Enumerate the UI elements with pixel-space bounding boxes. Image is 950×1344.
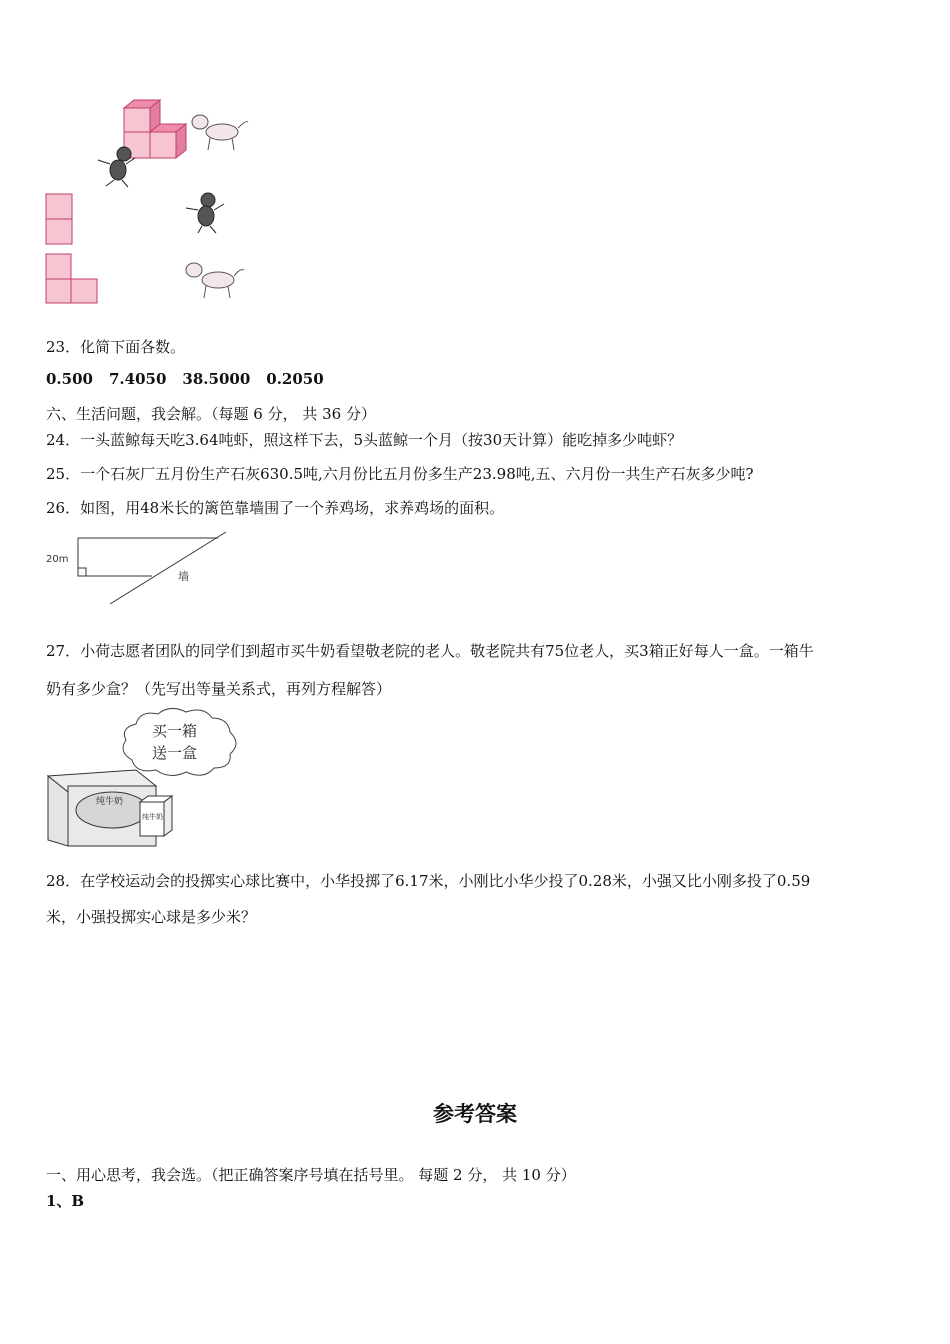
section6-heading: 六、生活问题，我会解。（每题 6 分， 共 36 分） [46,405,376,423]
wall-label: 墙 [178,570,189,583]
q25-text: 25．一个石灰厂五月份生产石灰630.5吨,六月份比五月份多生产23.98吨,五、六月份一共生产石灰多少吨? [46,465,754,483]
monkey-icon-2 [186,193,224,233]
q28-line1: 28．在学校运动会的投掷实心球比赛中，小华投掷了6.17米，小刚比小华少投了0.28米，小强又比小刚多投了0.59 [46,872,811,890]
q28-line2: 米，小强投掷实心球是多少米？ [46,908,257,926]
q23-numbers [46,370,324,388]
front-view-shape [46,254,97,303]
q27-line1: 27．小荷志愿者团队的同学们到超市买牛奶看望敬老院的老人。敬老院共有75位老人，买3箱正好每人一盒。一箱牛 [46,642,814,660]
q23-number: 7.4050 [108,370,167,388]
q23-title: 23．化简下面各数。 [46,338,186,356]
q26-figure [40,526,240,608]
milk-carton-label: 纯牛奶 [142,813,163,821]
dog-icon-2 [186,263,244,298]
monkey-icon [98,147,135,187]
q27-figure [44,704,254,850]
q27-line2: 奶有多少盒？（先写出等量关系式，再列方程解答） [46,680,392,698]
bubble-line-2: 送一盒 [152,744,198,762]
q23-number: 0.2050 [266,370,324,388]
milk-crate-label: 纯牛奶 [96,797,124,807]
side-label: 20m [46,554,69,565]
answer-1: 1、B [46,1192,85,1210]
left-view-shape [46,194,72,244]
answers-section1: 一、用心思考，我会选。（把正确答案序号填在括号里。 每题 2 分， 共 10 分） [46,1166,576,1184]
q24-text: 24．一头蓝鲸每天吃3.64吨虾，照这样下去，5头蓝鲸一个月（按30天计算）能吃掉多少吨虾？ [46,431,683,449]
cube-structure [124,100,186,158]
q23-number: 38.5000 [182,370,251,388]
answers-title: 参考答案 [433,1101,517,1126]
dog-icon [192,115,248,150]
cube-views-figure [40,92,260,312]
bubble-line-1: 买一箱 [152,722,198,740]
q26-text: 26．如图，用48米长的篱笆靠墙围了一个养鸡场，求养鸡场的面积。 [46,499,505,517]
q23-number: 0.500 [46,370,93,388]
